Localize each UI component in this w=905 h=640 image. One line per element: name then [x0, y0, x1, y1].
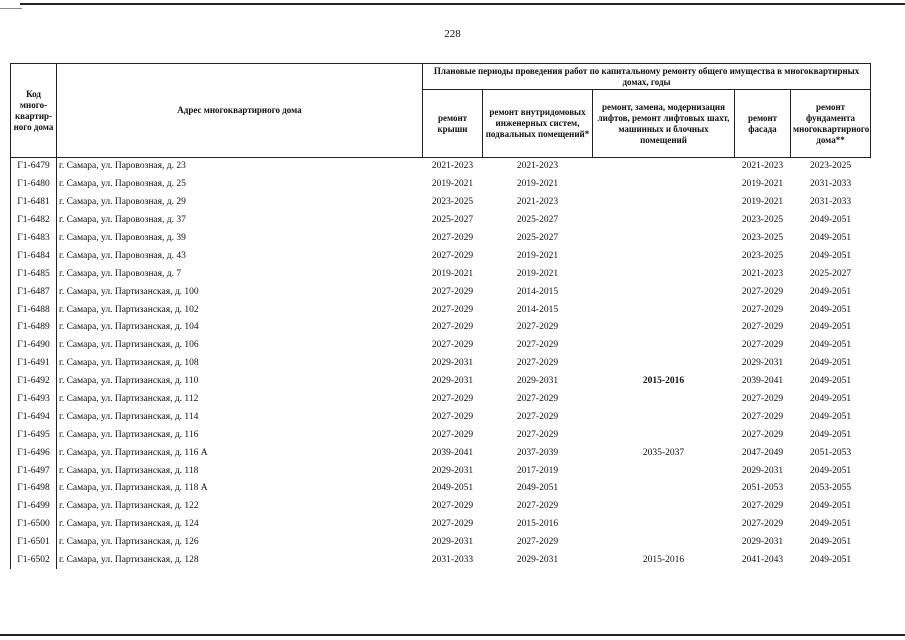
cell-foundation: 2025-2027	[809, 268, 852, 279]
cell-facade: 2023-2025	[741, 233, 784, 243]
header-facade: ремонт фасада	[735, 90, 791, 158]
cell-facade: 2027-2029	[741, 286, 784, 297]
table-row	[11, 283, 871, 301]
cell-address: г. Самара, ул. Партизанская, д. 126	[59, 537, 199, 548]
cell-roof: 2027-2029	[431, 411, 474, 422]
cell-elevator	[593, 247, 735, 265]
cell-systems: 2021-2023	[516, 197, 559, 208]
cell-foundation: 2049-2051	[809, 501, 852, 512]
cell-facade: 2021-2023	[741, 268, 784, 279]
cell-facade: 2019-2021	[741, 179, 784, 190]
table-row	[11, 552, 871, 570]
table-row	[11, 480, 871, 498]
cell-elevator	[593, 158, 735, 176]
table-row	[11, 373, 871, 391]
cell-elevator	[593, 534, 735, 552]
table-row	[11, 516, 871, 534]
cell-roof: 2027-2029	[431, 250, 474, 261]
cell-facade: 2019-2021	[741, 197, 784, 208]
header-foundation: ремонт фундамента многоквартирного дома**	[791, 90, 871, 158]
cell-address: г. Самара, ул. Паровозная, д. 39	[59, 233, 186, 243]
cell-facade: 2027-2029	[741, 304, 784, 315]
cell-facade: 2023-2025	[741, 215, 784, 226]
cell-systems: 2027-2029	[516, 411, 559, 422]
cell-systems: 2027-2029	[516, 394, 559, 405]
table-row	[11, 176, 871, 194]
cell-code: Г1-6488	[11, 301, 57, 319]
cell-systems: 2037-2039	[516, 447, 559, 458]
cell-facade: 2027-2029	[741, 394, 784, 405]
cell-foundation: 2049-2051	[809, 304, 852, 315]
cell-facade: 2029-2031	[741, 465, 784, 476]
cell-foundation: 2053-2055	[809, 483, 852, 494]
cell-elevator	[593, 283, 735, 301]
table-row	[11, 194, 871, 212]
cell-roof: 2027-2029	[431, 429, 474, 440]
cell-code: Г1-6495	[11, 426, 57, 444]
cell-systems: 2025-2027	[516, 233, 559, 243]
cell-roof: 2027-2029	[431, 501, 474, 512]
header-systems: ремонт внутридомовых инженерных систем, подвальных помещений*	[483, 90, 593, 158]
cell-elevator	[593, 462, 735, 480]
cell-foundation: 2023-2025	[809, 161, 852, 172]
cell-elevator	[593, 426, 735, 444]
cell-foundation: 2049-2051	[809, 555, 852, 566]
cell-address: г. Самара, ул. Партизанская, д. 106	[59, 340, 199, 351]
cell-code: Г1-6491	[11, 355, 57, 373]
cell-roof: 2029-2031	[431, 465, 474, 476]
cell-systems: 2025-2027	[516, 215, 559, 226]
cell-roof: 2027-2029	[431, 322, 474, 333]
cell-address: г. Самара, ул. Партизанская, д. 118	[59, 465, 199, 476]
cell-systems: 2027-2029	[516, 358, 559, 369]
table-row	[11, 444, 871, 462]
cell-foundation: 2049-2051	[809, 465, 852, 476]
top-rule-short	[0, 8, 22, 9]
cell-code: Г1-6493	[11, 391, 57, 409]
top-rule	[20, 3, 905, 5]
cell-systems: 2049-2051	[516, 483, 559, 494]
cell-roof: 2021-2023	[431, 161, 474, 172]
cell-foundation: 2049-2051	[809, 358, 852, 369]
table-body	[11, 158, 871, 570]
cell-address: г. Самара, ул. Паровозная, д. 29	[59, 197, 186, 208]
cell-address: г. Самара, ул. Партизанская, д. 104	[59, 322, 199, 333]
cell-roof: 2029-2031	[431, 376, 474, 387]
cell-systems: 2017-2019	[516, 465, 559, 476]
cell-roof: 2031-2033	[431, 555, 474, 566]
header-address: Адрес многоквартирного дома	[57, 64, 423, 158]
table-row	[11, 247, 871, 265]
table-row	[11, 408, 871, 426]
cell-address: г. Самара, ул. Паровозная, д. 25	[59, 179, 186, 190]
cell-roof: 2027-2029	[431, 233, 474, 243]
cell-address: г. Самара, ул. Паровозная, д. 37	[59, 215, 186, 226]
cell-address: г. Самара, ул. Партизанская, д. 128	[59, 555, 199, 566]
cell-systems: 2019-2021	[516, 179, 559, 190]
cell-roof: 2029-2031	[431, 358, 474, 369]
header-periods-group: Плановые периоды проведения работ по капитальному ремонту общего имущества в многоквартирных домах, годы	[423, 64, 871, 90]
cell-elevator	[593, 265, 735, 283]
cell-address: г. Самара, ул. Партизанская, д. 102	[59, 304, 199, 315]
cell-facade: 2051-2053	[741, 483, 784, 494]
cell-systems: 2019-2021	[516, 268, 559, 279]
cell-code: Г1-6487	[11, 283, 57, 301]
table-row	[11, 462, 871, 480]
cell-systems: 2014-2015	[516, 304, 559, 315]
cell-code: Г1-6497	[11, 462, 57, 480]
cell-roof: 2029-2031	[431, 537, 474, 548]
cell-foundation: 2049-2051	[809, 394, 852, 405]
cell-facade: 2023-2025	[741, 250, 784, 261]
cell-code: Г1-6484	[11, 247, 57, 265]
cell-elevator: 2015-2016	[642, 555, 685, 566]
cell-systems: 2015-2016	[516, 519, 559, 530]
cell-foundation: 2049-2051	[809, 429, 852, 440]
cell-roof: 2027-2029	[431, 304, 474, 315]
cell-foundation: 2049-2051	[809, 519, 852, 530]
cell-roof: 2027-2029	[431, 286, 474, 297]
cell-facade: 2029-2031	[741, 358, 784, 369]
cell-elevator	[593, 301, 735, 319]
table-row	[11, 355, 871, 373]
cell-elevator: 2015-2016	[642, 376, 685, 387]
cell-systems: 2027-2029	[516, 322, 559, 333]
cell-elevator	[593, 355, 735, 373]
table-row	[11, 391, 871, 409]
cell-facade: 2041-2043	[741, 555, 784, 566]
cell-code: Г1-6485	[11, 265, 57, 283]
cell-foundation: 2031-2033	[809, 197, 852, 208]
cell-roof: 2027-2029	[431, 340, 474, 351]
table-row	[11, 534, 871, 552]
cell-elevator	[593, 408, 735, 426]
page-number: 228	[444, 28, 461, 40]
table-row	[11, 301, 871, 319]
cell-elevator: 2035-2037	[642, 447, 685, 458]
cell-foundation: 2051-2053	[809, 447, 852, 458]
header-roof: ремонт крыши	[423, 90, 483, 158]
cell-elevator	[593, 337, 735, 355]
table-row	[11, 230, 871, 248]
cell-code: Г1-6500	[11, 516, 57, 534]
cell-code: Г1-6499	[11, 498, 57, 516]
cell-systems: 2014-2015	[516, 286, 559, 297]
table-row	[11, 319, 871, 337]
cell-facade: 2039-2041	[741, 376, 784, 387]
cell-roof: 2027-2029	[431, 394, 474, 405]
cell-code: Г1-6479	[11, 158, 57, 176]
table-row	[11, 337, 871, 355]
cell-code: Г1-6496	[11, 444, 57, 462]
cell-facade: 2029-2031	[741, 537, 784, 548]
cell-facade: 2027-2029	[741, 322, 784, 333]
cell-foundation: 2049-2051	[809, 340, 852, 351]
cell-elevator	[593, 194, 735, 212]
cell-address: г. Самара, ул. Партизанская, д. 112	[59, 394, 199, 405]
cell-foundation: 2049-2051	[809, 250, 852, 261]
cell-systems: 2021-2023	[516, 161, 559, 172]
cell-address: г. Самара, ул. Паровозная, д. 43	[59, 250, 186, 261]
cell-address: г. Самара, ул. Партизанская, д. 110	[59, 376, 199, 387]
table-row	[11, 212, 871, 230]
cell-elevator	[593, 391, 735, 409]
cell-code: Г1-6483	[11, 230, 57, 248]
table-row	[11, 498, 871, 516]
cell-code: Г1-6494	[11, 408, 57, 426]
cell-elevator	[593, 319, 735, 337]
cell-code: Г1-6501	[11, 534, 57, 552]
cell-roof: 2019-2021	[431, 268, 474, 279]
cell-code: Г1-6490	[11, 337, 57, 355]
capital-repair-table	[10, 63, 871, 569]
cell-address: г. Самара, ул. Партизанская, д. 116 А	[59, 447, 208, 458]
cell-code: Г1-6492	[11, 373, 57, 391]
cell-foundation: 2049-2051	[809, 411, 852, 422]
table-row	[11, 158, 871, 176]
cell-address: г. Самара, ул. Партизанская, д. 114	[59, 411, 199, 422]
cell-foundation: 2049-2051	[809, 233, 852, 243]
cell-roof: 2049-2051	[431, 483, 474, 494]
cell-systems: 2027-2029	[516, 340, 559, 351]
cell-systems: 2029-2031	[516, 555, 559, 566]
cell-code: Г1-6502	[11, 552, 57, 570]
cell-facade: 2027-2029	[741, 429, 784, 440]
cell-foundation: 2049-2051	[809, 286, 852, 297]
cell-roof: 2025-2027	[431, 215, 474, 226]
table-row	[11, 426, 871, 444]
cell-systems: 2027-2029	[516, 537, 559, 548]
cell-elevator	[593, 176, 735, 194]
table-row	[11, 265, 871, 283]
cell-elevator	[593, 230, 735, 248]
cell-systems: 2027-2029	[516, 501, 559, 512]
cell-facade: 2047-2049	[741, 447, 784, 458]
cell-facade: 2027-2029	[741, 501, 784, 512]
cell-code: Г1-6489	[11, 319, 57, 337]
cell-facade: 2027-2029	[741, 519, 784, 530]
cell-systems: 2027-2029	[516, 429, 559, 440]
cell-facade: 2027-2029	[741, 411, 784, 422]
cell-elevator	[593, 480, 735, 498]
cell-address: г. Самара, ул. Паровозная, д. 7	[59, 268, 182, 279]
cell-address: г. Самара, ул. Партизанская, д. 100	[59, 286, 199, 297]
cell-foundation: 2049-2051	[809, 376, 852, 387]
cell-address: г. Самара, ул. Партизанская, д. 118 А	[59, 483, 208, 494]
cell-code: Г1-6482	[11, 212, 57, 230]
cell-code: Г1-6498	[11, 480, 57, 498]
cell-systems: 2019-2021	[516, 250, 559, 261]
cell-elevator	[593, 212, 735, 230]
cell-address: г. Самара, ул. Паровозная, д. 23	[59, 161, 186, 172]
header-elevator: ремонт, замена, модернизация лифтов, ремонт лифтовых шахт, машинных и блочных помещений	[593, 90, 735, 158]
cell-foundation: 2049-2051	[809, 537, 852, 548]
cell-foundation: 2031-2033	[809, 179, 852, 190]
cell-roof: 2027-2029	[431, 519, 474, 530]
cell-foundation: 2049-2051	[809, 215, 852, 226]
cell-address: г. Самара, ул. Партизанская, д. 122	[59, 501, 199, 512]
cell-code: Г1-6480	[11, 176, 57, 194]
bottom-rule	[0, 634, 905, 636]
cell-address: г. Самара, ул. Партизанская, д. 124	[59, 519, 199, 530]
cell-systems: 2029-2031	[516, 376, 559, 387]
cell-address: г. Самара, ул. Партизанская, д. 116	[59, 429, 199, 440]
cell-roof: 2023-2025	[431, 197, 474, 208]
cell-code: Г1-6481	[11, 194, 57, 212]
cell-elevator	[593, 516, 735, 534]
cell-roof: 2019-2021	[431, 179, 474, 190]
cell-address: г. Самара, ул. Партизанская, д. 108	[59, 358, 199, 369]
header-code: Код много-квартир-ного дома	[11, 64, 57, 158]
cell-facade: 2021-2023	[741, 161, 784, 172]
cell-facade: 2027-2029	[741, 340, 784, 351]
cell-foundation: 2049-2051	[809, 322, 852, 333]
cell-roof: 2039-2041	[431, 447, 474, 458]
cell-elevator	[593, 498, 735, 516]
